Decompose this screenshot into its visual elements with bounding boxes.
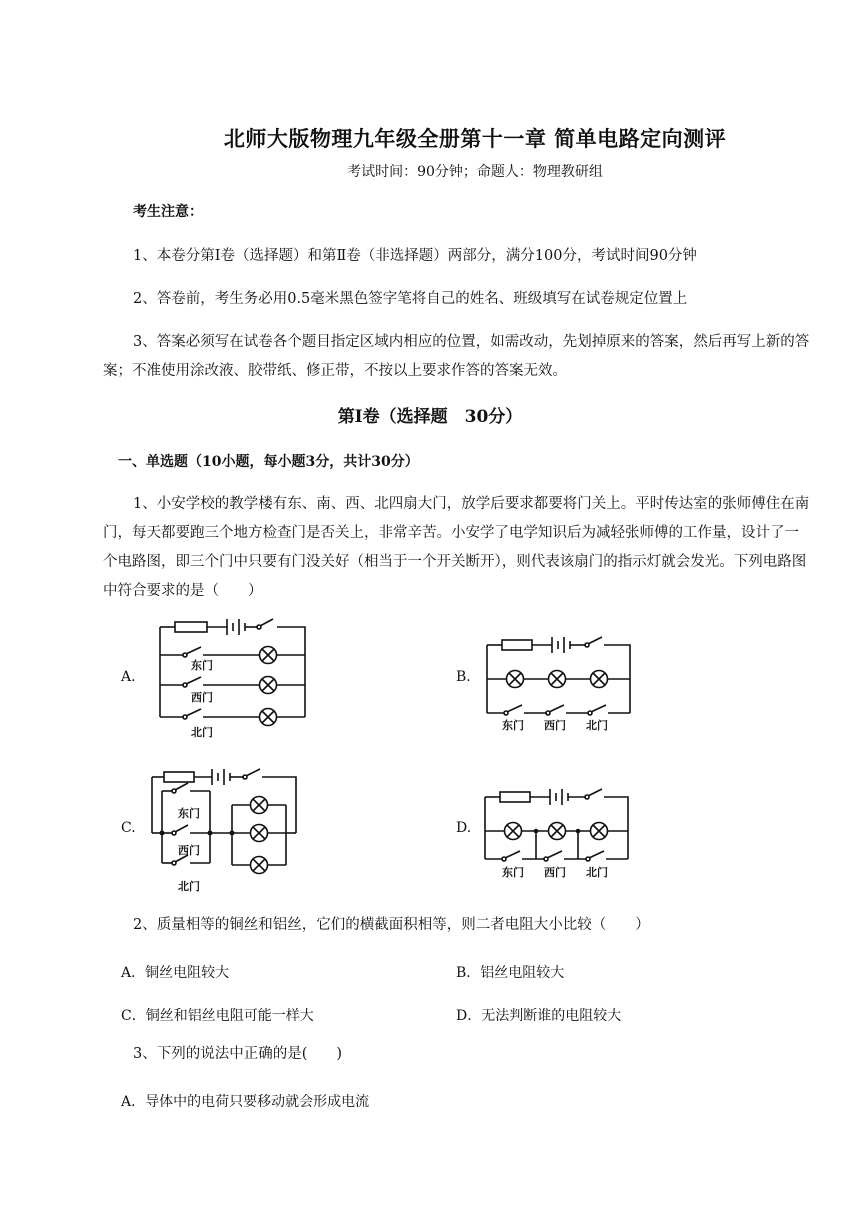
page-title: 北师大版物理九年级全册第十一章 简单电路定向测评 — [223, 126, 727, 151]
circuit-c-west-label: 西门 — [178, 844, 200, 857]
notice-item-3: 3、答案必须写在试卷各个题目指定区域内相应的位置，如需改动，先划掉原来的答案，然后再写上新的答案；不准使用涂改液、胶带纸、修正带，不按以上要求作答的答案无效。 — [103, 334, 810, 379]
section-title: 第Ⅰ卷（选择题 30分） — [337, 407, 523, 427]
notice-item-1: 1、本卷分第Ⅰ卷（选择题）和第Ⅱ卷（非选择题）两部分，满分100分，考试时间90分钟 — [133, 248, 697, 264]
circuit-a-north-label: 北门 — [191, 726, 213, 739]
circuit-d-west-label: 西门 — [544, 866, 566, 879]
notice-heading: 考生注意： — [133, 204, 203, 220]
q1-option-b-label[interactable]: B. — [456, 669, 471, 685]
circuit-a-east-label: 东门 — [191, 659, 213, 672]
circuit-d-north-label: 北门 — [586, 866, 608, 879]
circuit-b-east-label: 东门 — [502, 719, 524, 732]
exam-info: 考试时间：90分钟；命题人：物理教研组 — [347, 164, 603, 180]
circuit-b-diagram — [482, 633, 637, 733]
circuit-a-west-label: 西门 — [191, 691, 213, 704]
circuit-b-north-label: 北门 — [586, 719, 608, 732]
q2-option-a[interactable]: A．铜丝电阻较大 — [121, 965, 230, 981]
circuit-c-diagram — [148, 765, 308, 897]
circuit-c-east-label: 东门 — [178, 807, 200, 820]
circuit-a-diagram — [155, 615, 315, 743]
circuit-c-north-label: 北门 — [178, 880, 200, 893]
question-1-stem: 1、小安学校的教学楼有东、南、西、北四扇大门，放学后要求都要将门关上。平时传达室的张师傅住在南门，每天都要跑三个地方检查门是否关上，非常辛苦。小安学了电学知识后为减轻张师傅的工作量，设计了一个电路图，即三个门中只要有门没关好（相当于一个开关断开），则代表该扇门的指示灯就会发光。下列电路图中符合要求的是（ ） — [103, 496, 810, 599]
q2-option-c[interactable]: C．铜丝和铝丝电阻可能一样大 — [121, 1008, 314, 1024]
circuit-b-west-label: 西门 — [544, 719, 566, 732]
question-3-stem: 3、下列的说法中正确的是( ) — [133, 1046, 343, 1062]
circuit-d-east-label: 东门 — [502, 866, 524, 879]
part-title: 一、单选题（10小题，每小题3分，共计30分） — [118, 454, 419, 470]
circuit-d-diagram — [480, 783, 635, 881]
q1-option-c-label[interactable]: C. — [121, 820, 136, 836]
q1-option-d-label[interactable]: D. — [456, 820, 472, 836]
q2-option-d[interactable]: D．无法判断谁的电阻较大 — [456, 1008, 622, 1024]
notice-item-2: 2、答卷前，考生务必用0.5毫米黑色签字笔将自己的姓名、班级填写在试卷规定位置上 — [133, 291, 688, 307]
question-2-stem: 2、质量相等的铜丝和铝丝，它们的横截面积相等，则二者电阻大小比较（ ） — [133, 917, 650, 933]
q2-option-b[interactable]: B．铝丝电阻较大 — [456, 965, 565, 981]
q3-option-a[interactable]: A．导体中的电荷只要移动就会形成电流 — [121, 1094, 370, 1110]
q1-option-a-label[interactable]: A. — [121, 669, 136, 685]
